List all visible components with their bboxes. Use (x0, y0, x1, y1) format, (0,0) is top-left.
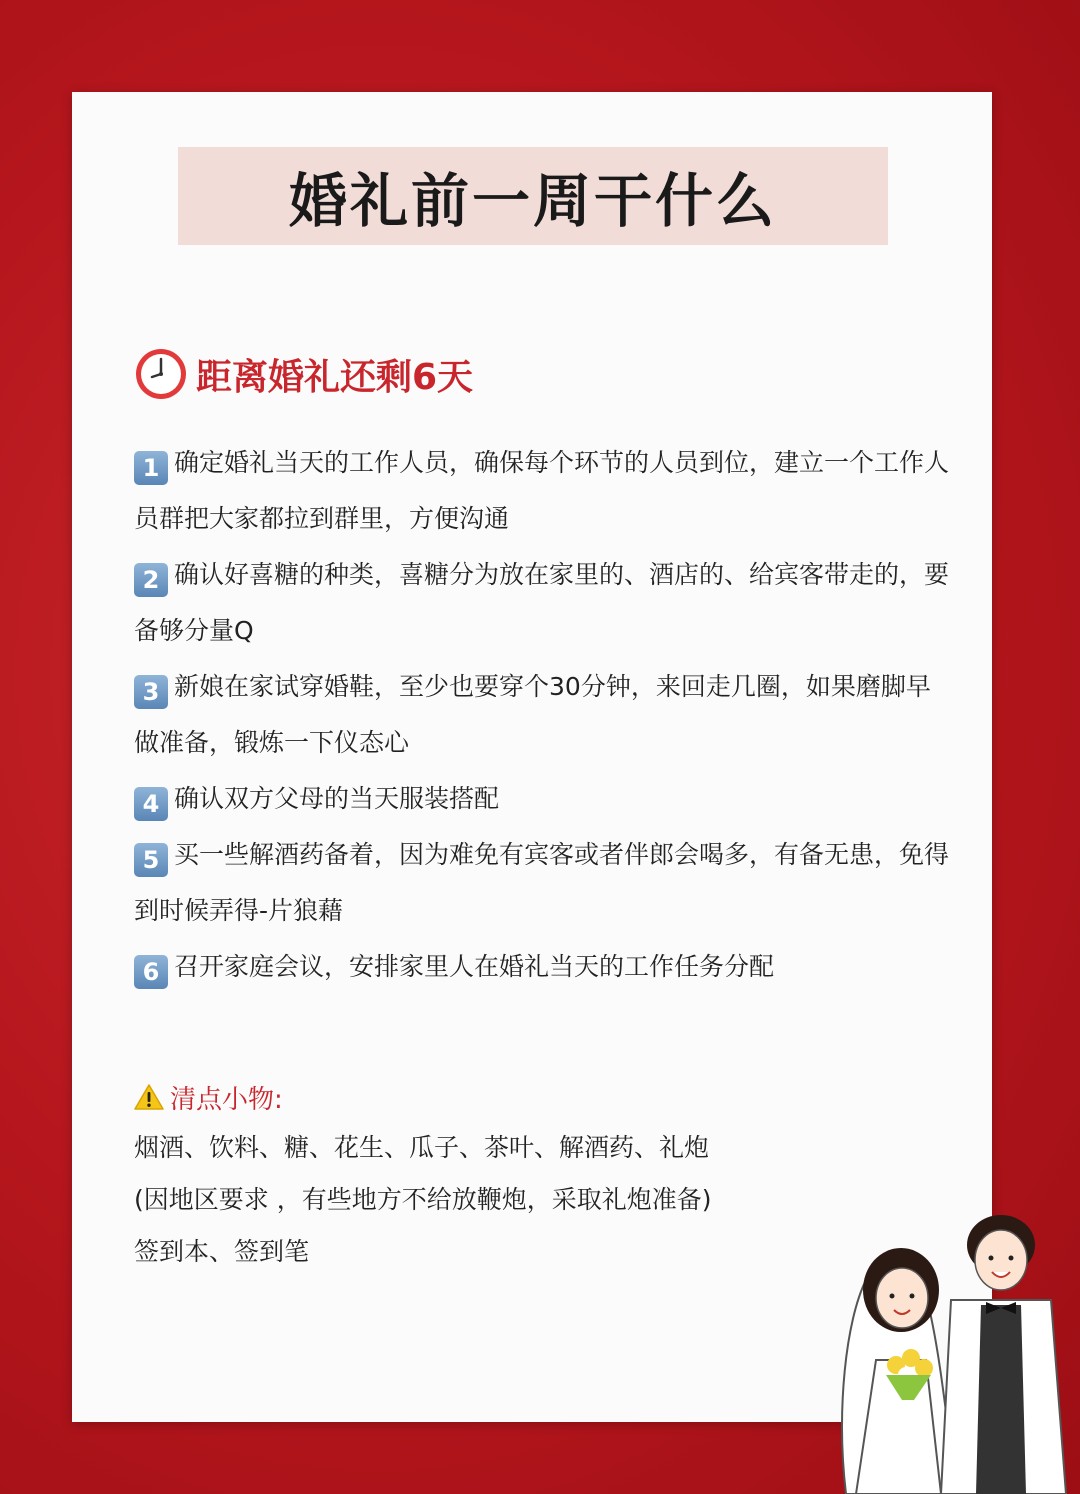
number-badge-icon: 1 (134, 451, 168, 485)
clock-icon (134, 347, 188, 401)
task-item (134, 547, 954, 659)
title-banner (178, 147, 888, 245)
task-item (134, 939, 954, 995)
wedding-couple-illustration (826, 1210, 1080, 1494)
warning-icon (134, 1083, 164, 1111)
number-badge-icon: 6 (134, 955, 168, 989)
task-item (134, 659, 954, 771)
number-badge-icon: 2 (134, 563, 168, 597)
checklist-line: (因地区要求 ，有些地方不给放鞭炮，采取礼炮准备) (134, 1185, 712, 1214)
task-item (134, 827, 954, 939)
task-text: 买一些解酒药备着，因为难免有宾客或者伴郎会喝多，有备无患，免得到时候弄得-片狼藉 (134, 840, 950, 925)
number-badge-icon: 5 (134, 843, 168, 877)
task-text: 确定婚礼当天的工作人员，确保每个环节的人员到位，建立一个工作人员群把大家都拉到群里，方便沟通 (134, 448, 950, 533)
page-title: 婚礼前一周干什么 (288, 167, 777, 235)
task-text: 确认双方父母的当天服装搭配 (174, 784, 500, 813)
countdown-heading (134, 344, 473, 404)
checklist-label: 清点小物: (170, 1084, 283, 1115)
checklist (134, 1122, 934, 1278)
task-text: 召开家庭会议，安排家里人在婚礼当天的工作任务分配 (174, 952, 775, 981)
task-item (134, 435, 954, 547)
task-list (134, 435, 954, 995)
checklist-heading (134, 1077, 283, 1117)
countdown-text: 距离婚礼还剩6天 (196, 356, 474, 398)
number-badge-icon: 4 (134, 787, 168, 821)
task-item (134, 771, 954, 827)
checklist-line: 烟酒、饮料、糖、花生、瓜子、茶叶、解酒药、礼炮 (134, 1133, 710, 1162)
task-text: 确认好喜糖的种类，喜糖分为放在家里的、酒店的、给宾客带走的，要备够分量Q (134, 560, 950, 645)
number-badge-icon: 3 (134, 675, 168, 709)
task-text: 新娘在家试穿婚鞋，至少也要穿个30分钟，来回走几圈，如果磨脚早做准备，锻炼一下仪态心 (134, 672, 931, 757)
checklist-line: 签到本、签到笔 (134, 1237, 310, 1266)
